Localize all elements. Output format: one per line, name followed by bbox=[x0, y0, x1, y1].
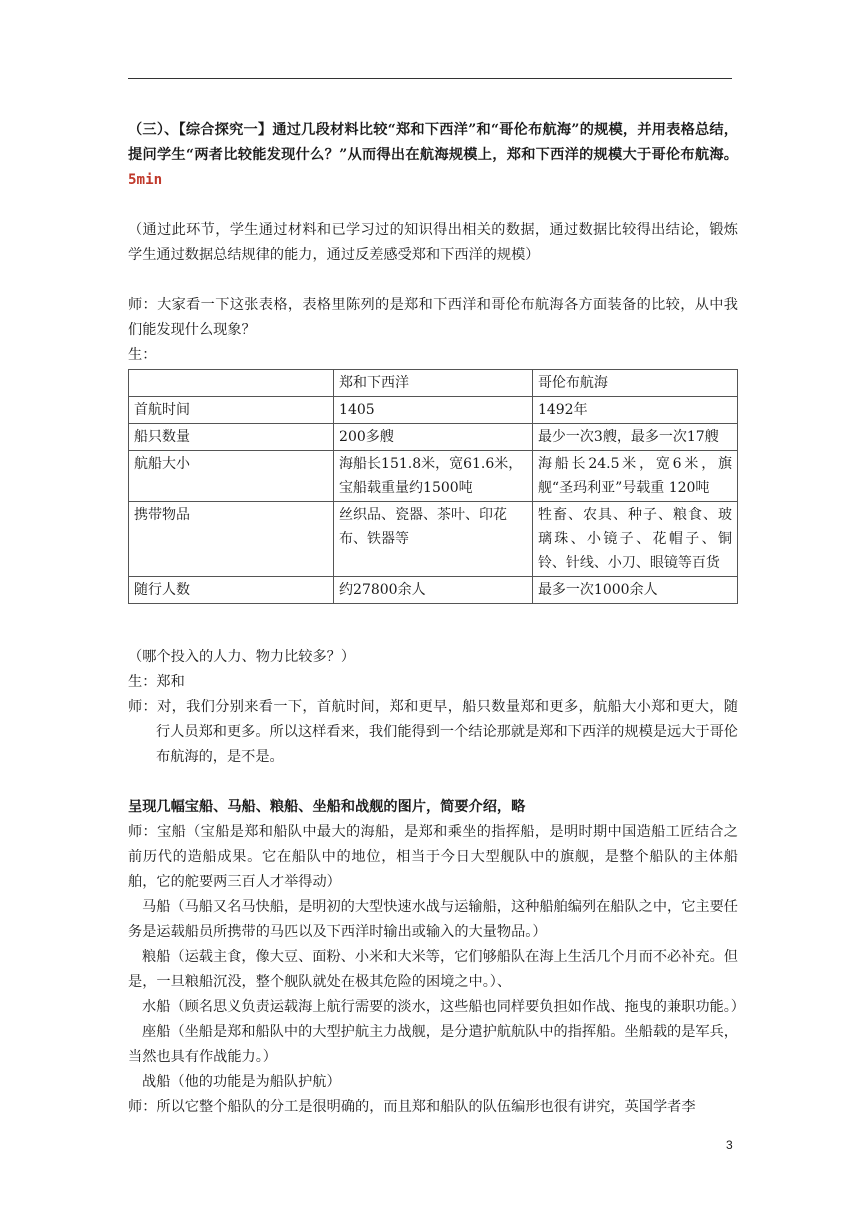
table-cell: 船只数量 bbox=[129, 424, 334, 451]
time-badge: 5min bbox=[128, 172, 163, 188]
teacher-closing: 师：所以它整个船队的分工是很明确的，而且郑和船队的队伍编形也很有讲究，英国学者李 bbox=[128, 1099, 696, 1115]
ship-baochuan: 师：宝船（宝船是郑和船队中最大的海船，是郑和乘坐的指挥船，是明时期中国造船工匠结合之前历代的造船成果。它在船队中的地位，相当于今日大型舰队中的旗舰，是整个船队的主体船舶，它的舵要两三百人才举得动） bbox=[128, 824, 738, 890]
student-answer: 生：郑和 bbox=[128, 674, 185, 690]
table-cell: 1405 bbox=[334, 397, 533, 424]
ship-liangchuan: 粮船（运载主食，像大豆、面粉、小米和大米等，它们够船队在海上生活几个月而不必补充。但是，一旦粮船沉没，整个舰队就处在极其危险的困境之中。）、 bbox=[128, 949, 738, 990]
page-number: 3 bbox=[726, 1138, 733, 1152]
table-cell: 约27800余人 bbox=[334, 577, 533, 604]
table-cell: 海船长24.5米，宽6米，旗舰“圣玛利亚”号载重 120吨 bbox=[532, 451, 737, 502]
student-reply-empty: 生： bbox=[128, 347, 157, 363]
table-cell: 最多一次1000余人 bbox=[532, 577, 737, 604]
table-row bbox=[129, 502, 738, 577]
followup-question: （哪个投入的人力、物力比较多？） bbox=[128, 649, 356, 665]
header-rule bbox=[128, 78, 732, 79]
ship-machuan: 马船（马船又名马快船，是明初的大型快速水战与运输船，这种船舶编列在船队之中，它主要任务是运载船员所携带的马匹以及下西洋时输出或输入的大量物品。） bbox=[128, 899, 738, 940]
table-cell: 最少一次3艘，最多一次17艘 bbox=[532, 424, 737, 451]
section-heading: （三）、【综合探究一】通过几段材料比较“郑和下西洋”和“哥伦布航海”的规模，并用表格总结，提问学生“两者比较能发现什么？”从而得出在航海规模上，郑和下西洋的规模大于哥伦布航海。5min bbox=[128, 122, 738, 188]
table-row bbox=[129, 577, 738, 604]
ship-shuichuan: 水船（顾名思义负责运载海上航行需要的淡水，这些船也同样要负担如作战、拖曳的兼职功能。） bbox=[142, 999, 745, 1015]
table-cell: 携带物品 bbox=[129, 502, 334, 577]
table-cell: 200多艘 bbox=[334, 424, 533, 451]
table-cell: 牲畜、农具、种子、粮食、玻璃珠、小镜子、花帽子、铜铃、针线、小刀、眼镜等百货 bbox=[532, 502, 737, 577]
table-header-cell bbox=[129, 370, 334, 397]
section-note: （通过此环节，学生通过材料和已学习过的知识得出相关的数据，通过数据比较得出结论，锻炼学生通过数据总结规律的能力，通过反差感受郑和下西洋的规模） bbox=[128, 222, 738, 263]
table-cell: 首航时间 bbox=[129, 397, 334, 424]
ship-zhanchuan: 战船（他的功能是为船队护航） bbox=[142, 1074, 341, 1090]
table-cell: 海船长151.8米，宽61.6米，宝船载重量约1500吨 bbox=[334, 451, 533, 502]
ship-zuochuan: 座船（坐船是郑和船队中的大型护航主力战舰，是分遣护航航队中的指挥船。坐船载的是军兵，当然也具有作战能力。） bbox=[128, 1024, 738, 1065]
table-cell: 丝织品、瓷器、茶叶、印花布、铁器等 bbox=[334, 502, 533, 577]
table-header-cell: 哥伦布航海 bbox=[532, 370, 737, 397]
table-row bbox=[129, 451, 738, 502]
table-cell: 1492年 bbox=[532, 397, 737, 424]
ships-heading: 呈现几幅宝船、马船、粮船、坐船和战舰的图片，简要介绍，略 bbox=[128, 799, 526, 815]
comparison-table bbox=[128, 369, 738, 604]
document-page bbox=[128, 118, 745, 1120]
table-row bbox=[129, 397, 738, 424]
teacher-conclusion: 师：对，我们分别来看一下，首航时间，郑和更早，船只数量郑和更多，航船大小郑和更大，随行人员郑和更多。所以这样看来，我们能得到一个结论那就是郑和下西洋的规模是远大于哥伦布航海的，是不是。 bbox=[128, 699, 738, 765]
table-header-row bbox=[129, 370, 738, 397]
table-cell: 随行人数 bbox=[129, 577, 334, 604]
teacher-question: 师：大家看一下这张表格，表格里陈列的是郑和下西洋和哥伦布航海各方面装备的比较，从中我们能发现什么现象？ bbox=[128, 297, 738, 338]
table-header-cell: 郑和下西洋 bbox=[334, 370, 533, 397]
table-row bbox=[129, 424, 738, 451]
table-cell: 航船大小 bbox=[129, 451, 334, 502]
